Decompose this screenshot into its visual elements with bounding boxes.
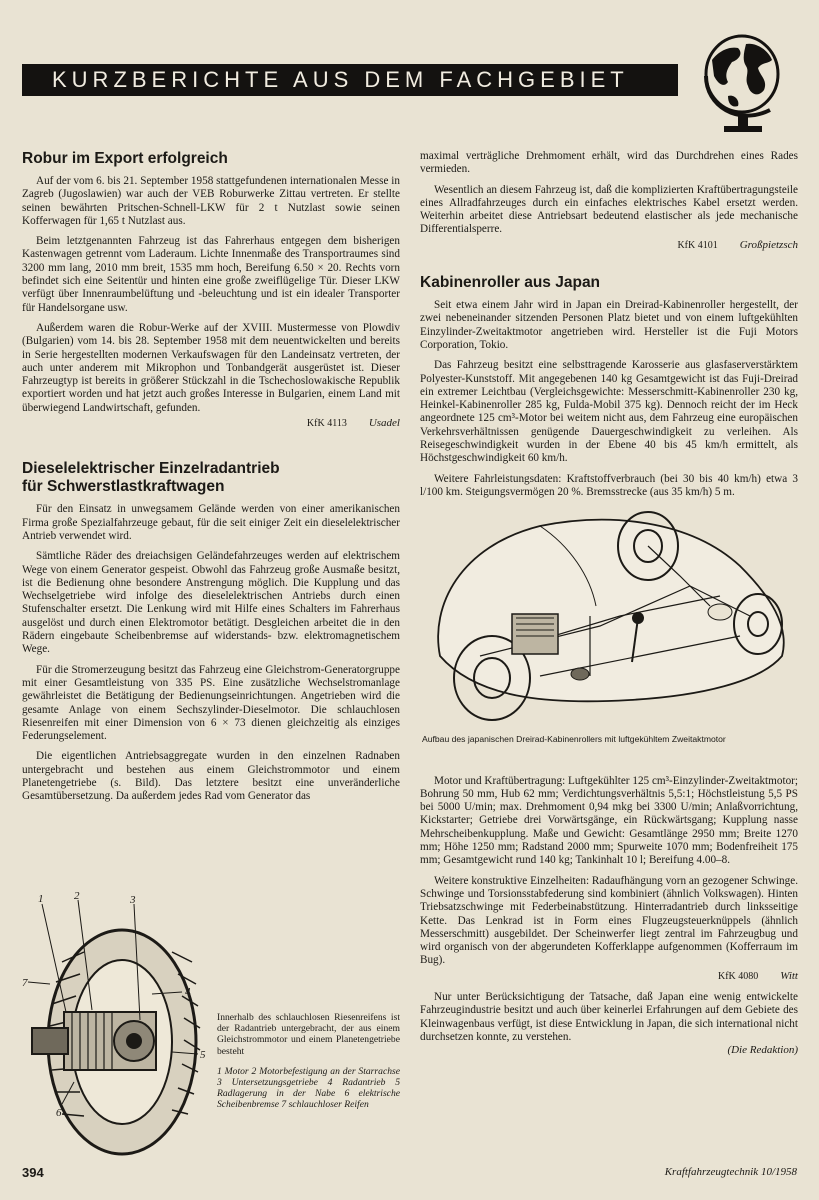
- kabinenroller-cutaway-illustration: [420, 506, 798, 731]
- wheel-label-6: 6: [56, 1107, 62, 1119]
- kabinenroller-figure-caption: Aufbau des japanischen Dreirad-Kabinenrollers mit luftgekühltem Zweitaktmotor: [422, 734, 726, 745]
- diesel-paragraph: Die eigentlichen Antriebsaggregate wurden in den einzelnen Radnaben untergebracht und bestehen aus einem Gleichstrommotor und einem Planetengetriebe (s. Bild). Das letztere besitzt eine unveränderliche Gesamtübersetzung. Da außerdem jedes Rad vom Generator das: [22, 750, 400, 803]
- diesel-kfk-code: KfK 4101: [677, 239, 718, 251]
- robur-signature: [22, 417, 400, 430]
- diesel-paragraph: maximal verträgliche Drehmoment erhält, wird das Durchdrehen eines Rades vermieden.: [420, 150, 798, 176]
- robur-paragraph: Beim letztgenannten Fahrzeug ist das Fahrerhaus entgegen dem bisherigen Kastenwagen getrennt vom Laderaum. Lichte Innenmaße des Transportraumes sind 3200 mm lang, 2010 mm breit, 1535 mm hoch, Bereifung 6.50 × 20. Rechts vorn befindet sich eine Seitentür und hinten eine große zweiflügelige Tür. Dieser LKW verfügt über Innenraumbelüftung und -beleuchtung und ist ein idealer Transporter für Handelsorgane usw.: [22, 235, 400, 314]
- wheel-figure-block: [22, 892, 400, 1162]
- wheel-figure-caption-block: [217, 1012, 400, 1111]
- robur-article-title: Robur im Export erfolgreich: [22, 150, 228, 167]
- diesel-paragraph: Sämtliche Räder des dreiachsigen Geländefahrzeuges werden auf elektrischem Wege von einem Generator gespeist. Obwohl das Fahrzeug große Ausmaße besitzt, ist die Bedienung ohne besondere Anstrengung möglich. Die Kupplung und das Wechselgetriebe wird infolge des dieselelektrischen Antriebs durch einen Stufenschalter ersetzt. Die Lenkung wird mit Hilfe eines Schalters im Fahrerhaus ausgelöst und durch einen Elektromotor betätigt. Desgleichen arbeitet die in den Rädern eingebaute Scheibenbremse auf widerstands- bzw. elektromagnetischem Wege.: [22, 550, 400, 656]
- page-number: 394: [22, 1165, 44, 1180]
- diesel-author: Großpietzsch: [739, 238, 798, 251]
- diesel-title-line-2: für Schwerstlastkraftwagen: [22, 478, 225, 496]
- kabinenroller-signature: [420, 970, 798, 983]
- robur-paragraph: Auf der vom 6. bis 21. September 1958 stattgefundenen internationalen Messe in Zagreb (Jugoslawien) war auch der VEB Roburwerke Zittau vertreten. Er stellte seinen bewährten Pritschen-Schnell-LKW für 2 t Nutzlast sowie seinen Kofferwagen für 1,65 t Nutzlast aus.: [22, 175, 400, 227]
- kabinenroller-paragraph: Motor und Kraftübertragung: Luftgekühlter 125 cm³-Einzylinder-Zweitaktmotor; Bohrung 50 mm, Hub 62 mm; Verdichtungsverhältnis 5,5:1; Höchstleistung 5,5 PS bei 5000 U/min; max. Drehmoment 0,94 mkg bei 3300 U/min; Anlaßvorrichtung, Kickstarter; Getriebe drei Vorwärtsgänge, ein Rückwärtsgang; Kupplung nasse Mehrscheibenkupplung. Maße und Gewicht: Gesamtlänge 2950 mm; Breite 1270 mm; Höhe 1250 mm; Radstand 2000 mm; Spurweite 1070 mm; Bodenfreiheit 175 mm; Gesamtgewicht rund 140 kg; Tankinhalt 10 l; Bereifung 4.00–8.: [420, 774, 798, 867]
- wheel-label-7: 7: [22, 977, 28, 989]
- kabinenroller-author: Witt: [780, 969, 798, 982]
- wheel-figure-legend: 1 Motor 2 Motorbefestigung an der Starrachse 3 Untersetzungsgetriebe 4 Radantrieb 5 Radlagerung in der Nabe 6 elektrische Scheibenbremse 7 schlauchloser Reifen: [217, 1065, 400, 1111]
- diesel-paragraph: Für den Einsatz in unwegsamem Gelände werden von einer amerikanischen Firma große Spezialfahrzeuge gebaut, für die seit einiger Zeit ein dieselelektrischer Antrieb verwendet wird.: [22, 503, 400, 542]
- robur-kfk-code: KfK 4113: [306, 418, 347, 430]
- kabinenroller-paragraph: Das Fahrzeug besitzt eine selbsttragende Karosserie aus glasfaserverstärktem Polyester-Kunststoff. Mit angegebenen 140 kg Gesamtgewicht ist das Fuji-Dreirad ein extremer Leichtbau (Vergleichsgewichte: Messerschmitt-Kabinenroller 230 kg, Heinkel-Kabinenroller 285 kg, Fulda-Mobil 375 kg). Dennoch reicht der im Heck angeordnete 125 cm³-Motor bei weitem nicht aus, dem Fahrzeug eine europäischen Verkehrsverhältnissen genügende Dauergeschwindigkeit zu verleihen. Als Reisegeschwindigkeit wurden in der Ebene 40 bis 45 km/h ermittelt, als Höchstgeschwindigkeit 60 km/h.: [420, 359, 798, 465]
- wheel-label-1: 1: [38, 893, 44, 905]
- diesel-signature: [420, 239, 798, 252]
- wheel-hub-drive-illustration: [22, 892, 212, 1162]
- robur-paragraph: Außerdem waren die Robur-Werke auf der XVIII. Mustermesse von Plowdiv (Bulgarien) vom 14. bis 28. September 1958 mit dem neuentwickelten und bereits in Serie hergestellten modernen Verkaufswagen für den Landeinsatz vertreten, der auch unter anderem mit Mikrophon und Tonbandgerät ausgerüstet ist. Dieser Fahrzeugtyp ist bereits in größerer Stückzahl in die Tschechoslowakische Republik exportiert worden und hat jetzt auch großes Interesse in Bulgarien, einem Land mit überwiegend Landwirtschaft, gefunden.: [22, 321, 400, 414]
- wheel-figure-caption: Innerhalb des schlauchlosen Riesenreifens ist der Radantrieb untergebracht, der aus einem Gleichstrommotor und einem Planetengetriebe besteht: [217, 1012, 400, 1057]
- wheel-label-3: 3: [130, 894, 136, 906]
- editor-signature: [420, 1044, 798, 1057]
- globe-icon: [698, 24, 794, 136]
- wheel-label-4: 4: [185, 986, 191, 998]
- magazine-issue: Kraftfahrzeugtechnik 10/1958: [664, 1166, 797, 1178]
- diesel-paragraph: Wesentlich an diesem Fahrzeug ist, daß die komplizierten Kraftübertragungsteile eines Allradfahrzeuges durch ein einfaches elektrisches Kabel ersetzt werden. Weiterhin arbeitet diese Antriebsart bedeutend elastischer als jede mechanische Differentialsperre.: [420, 183, 798, 236]
- kabinenroller-kfk-code: KfK 4080: [717, 970, 759, 982]
- diesel-paragraph: Für die Stromerzeugung besitzt das Fahrzeug eine Gleichstrom-Generatorgruppe mit einer Gesamtleistung von 335 PS. Eine zusätzliche Wechselstromanlage gewährleistet die Betätigung der Bedienungseinrichtungen. Angetrieben wird die gesamte Anlage von einem Sechszylinder-Dieselmotor. Die schlauchlosen Riesenreifen mit einer Dimension von 6 × 73 dienen gleichzeitig als einziges Federungselement.: [22, 663, 400, 743]
- diesel-article-title: [22, 460, 400, 496]
- diesel-title-line-1: Dieselelektrischer Einzelradantrieb: [22, 460, 280, 478]
- left-column: [22, 150, 400, 811]
- kabinenroller-paragraph: Nur unter Berücksichtigung der Tatsache, daß Japan eine wenig entwickelte Fahrzeugindustrie besitzt und auch über keinerlei Erfahrungen auf dem Gebiete des Kleinwagenbaus verfügt, ist diese Entwicklung in Japan, die sich international nicht durchsetzen konnte, zu verstehen.: [420, 990, 798, 1043]
- kabinenroller-paragraph: Weitere Fahrleistungsdaten: Kraftstoffverbrauch (bei 30 bis 40 km/h) etwa 3 l/100 km. Steigungsvermögen 20 %. Bremsstrecke (aus 35 km/h) 5 m.: [420, 472, 798, 498]
- wheel-label-2: 2: [74, 892, 80, 902]
- wheel-label-5: 5: [200, 1049, 206, 1061]
- right-column: [420, 150, 798, 1057]
- section-banner: KURZBERICHTE AUS DEM FACHGEBIET: [22, 64, 678, 96]
- kabinenroller-paragraph: Seit etwa einem Jahr wird in Japan ein Dreirad-Kabinenroller hergestellt, der zwei nebeneinander sitzenden Personen Platz bietet und von einem luftgekühlten Einzylinder-Zweitaktmotor angetrieben wird. Hersteller ist die Fuji Motors Corporation, Tokio.: [420, 299, 798, 351]
- kabinenroller-paragraph: Weitere konstruktive Einzelheiten: Radaufhängung vorn an gezogener Schwinge. Schwinge und Torsionsstabfederung sind kombiniert (ähnlich Volkswagen). Hinten Triebsatzschwinge mit Federbeinabstützung. Hinterradantrieb durch linksseitige Kette. Das Lenkrad ist in Form eines Flugzeugsteuerknüppels (ähnlich Messerschmitt) ausgebildet. Der Scheinwerfer liegt zentral im Fahrzeugbug und wird organisch von der abgerundeten Kofferklappe aufgenommen (Kofferraum im Bug).: [420, 874, 798, 967]
- kabinenroller-article-title: Kabinenroller aus Japan: [420, 274, 601, 292]
- editor-note: (Die Redaktion): [727, 1044, 798, 1057]
- robur-author: Usadel: [368, 417, 400, 430]
